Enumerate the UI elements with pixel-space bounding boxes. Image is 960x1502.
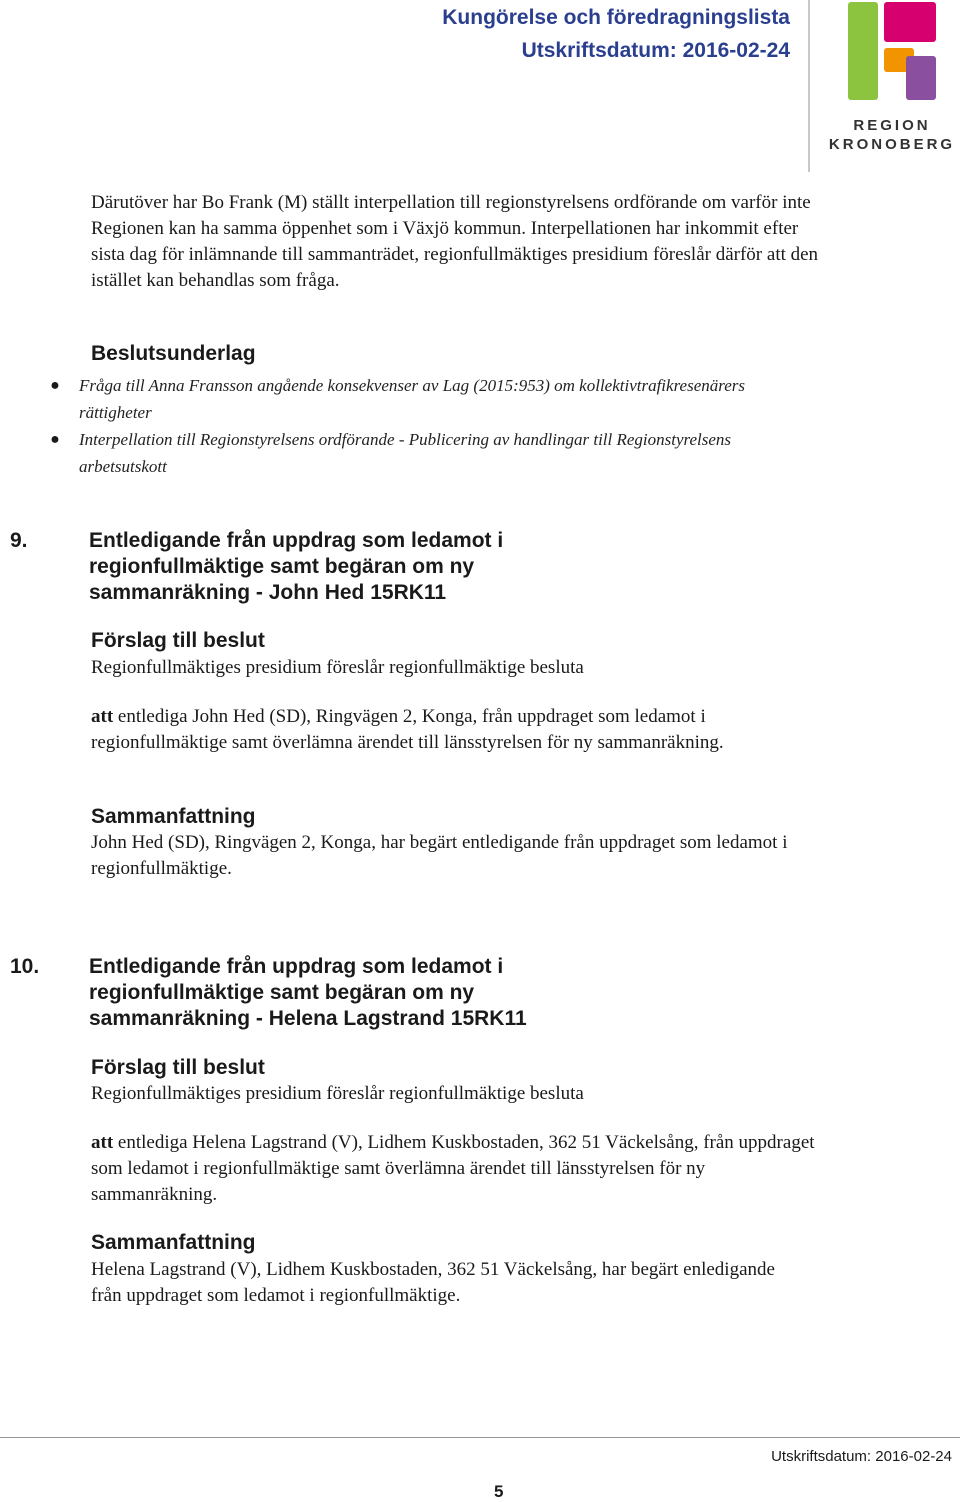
footer-print-date: Utskriftsdatum: 2016-02-24 [771, 1448, 952, 1465]
item-9-forslag-heading: Förslag till beslut [91, 629, 265, 652]
item-10-forslag-heading: Förslag till beslut [91, 1056, 265, 1079]
item-9-sammanfattning-text: John Hed (SD), Ringvägen 2, Konga, har begärt entledigande från uppdraget som ledamot i regionfullmäktige. [91, 832, 788, 879]
logo-pink-block [884, 2, 936, 42]
item-10-forslag-text: Regionfullmäktiges presidium föreslår regionfullmäktige besluta [91, 1083, 584, 1104]
bullet-icon: ● [50, 431, 60, 448]
item-10-beslut [91, 1130, 821, 1208]
item-9-att: att [91, 706, 114, 727]
item-10-sammanfattning-text: Helena Lagstrand (V), Lidhem Kuskbostaden, 362 51 Väckelsång, har begärt enledigande från uppdraget som ledamot i regionfullmäktige. [91, 1259, 775, 1306]
logo-green-block [848, 2, 878, 100]
item-9-beslut [91, 704, 821, 756]
beslutsunderlag-heading: Beslutsunderlag [91, 342, 256, 365]
item-10-number: 10. [10, 955, 40, 978]
intro-paragraph: Därutöver har Bo Frank (M) ställt interpellation till regionstyrelsens ordförande om varför inte Regionen kan ha samma öppenhet som i Växjö kommun. Interpellationen har inkommit efter sista dag för inlämnande till sammanträdet, regionfullmäktiges presidium föreslår därför att den istället kan behandlas som fråga. [91, 192, 819, 291]
page-number: 5 [494, 1482, 504, 1501]
logo-line-kronoberg: KRONOBERG [828, 136, 956, 153]
beslutsunderlag-item-1: Fråga till Anna Fransson angående konsekvenser av Lag (2015:953) om kollektivtrafikresenärers rättigheter [79, 376, 746, 422]
beslutsunderlag-item-2: Interpellation till Regionstyrelsens ordförande - Publicering av handlingar till Regionstyrelsens arbetsutskott [79, 430, 732, 476]
item-9-title: Entledigande från uppdrag som ledamot i regionfullmäktige samt begäran om ny sammanräkning - John Hed 15RK11 [89, 529, 504, 604]
footer-divider [0, 1437, 960, 1438]
item-9-sammanfattning-heading: Sammanfattning [91, 805, 256, 828]
item-9-number: 9. [10, 529, 28, 552]
logo-purple-block [906, 56, 936, 100]
region-kronoberg-logo [846, 0, 938, 102]
item-10-title: Entledigande från uppdrag som ledamot i regionfullmäktige samt begäran om ny sammanräkning - Helena Lagstrand 15RK11 [89, 955, 527, 1030]
logo-line-region: REGION [853, 117, 931, 134]
item-10-beslut-text: entlediga Helena Lagstrand (V), Lidhem Kuskbostaden, 362 51 Väckelsång, från uppdraget som ledamot i regionfullmäktige samt överlämna ärendet till länsstyrelsen för ny sammanräkning. [91, 1132, 815, 1205]
document-title: Kungörelse och föredragningslista [442, 6, 790, 29]
logo-wordmark [826, 116, 958, 154]
item-9-forslag-text: Regionfullmäktiges presidium föreslår regionfullmäktige besluta [91, 657, 584, 678]
item-10-sammanfattning-heading: Sammanfattning [91, 1231, 256, 1254]
header-print-date: Utskriftsdatum: 2016-02-24 [521, 39, 790, 62]
bullet-icon: ● [50, 377, 60, 394]
item-9-beslut-text: entlediga John Hed (SD), Ringvägen 2, Konga, från uppdraget som ledamot i regionfullmäktige samt överlämna ärendet till länsstyrelsen för ny sammanräkning. [91, 706, 724, 753]
item-10-att: att [91, 1132, 114, 1153]
header-divider [808, 0, 810, 172]
